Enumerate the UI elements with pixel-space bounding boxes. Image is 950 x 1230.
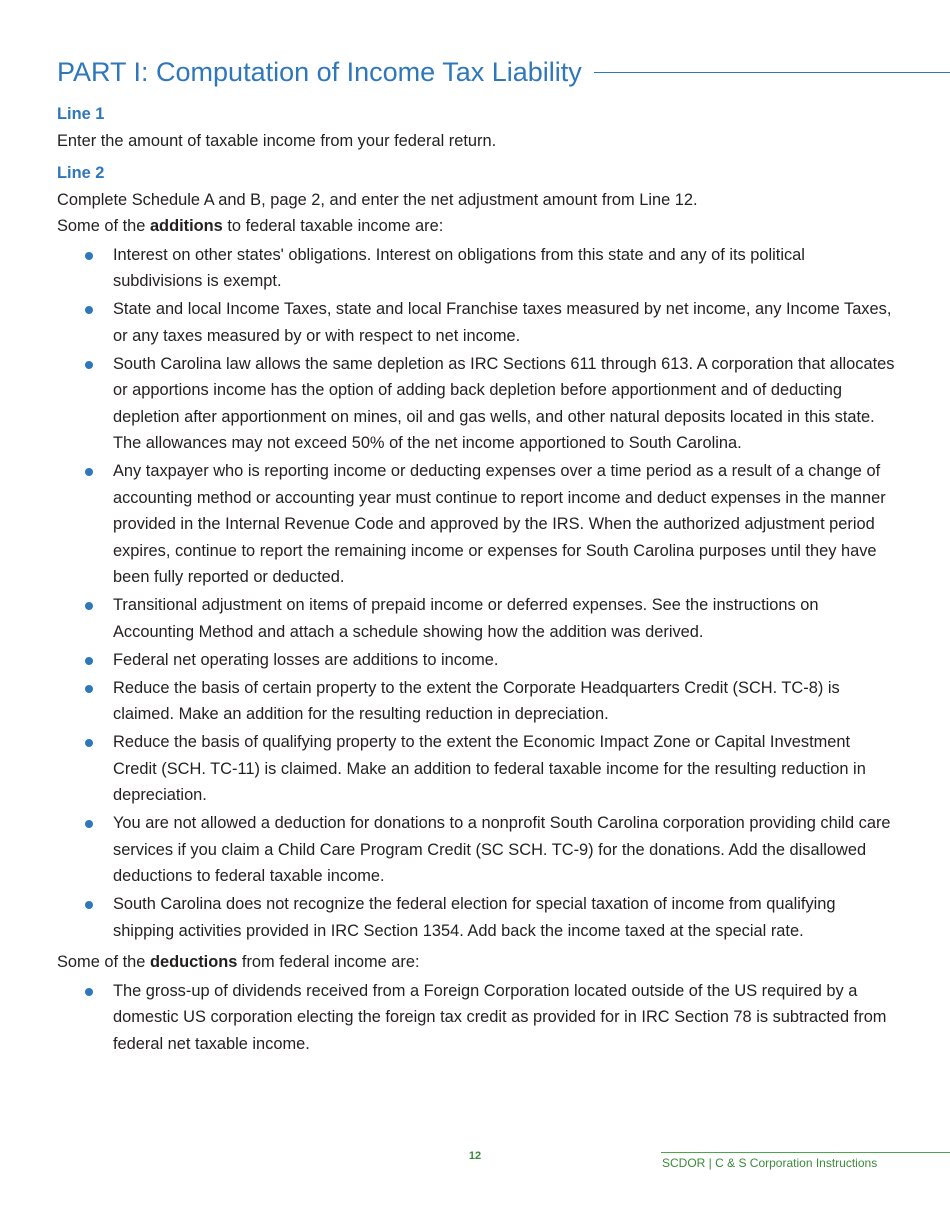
deductions-list [57, 978, 895, 1058]
deductions-intro-post: from federal income are: [237, 953, 420, 971]
list-item [57, 978, 895, 1058]
bullet-icon [85, 468, 93, 476]
bullet-icon [85, 306, 93, 314]
footer-text: SCDOR | C & S Corporation Instructions [662, 1156, 878, 1170]
list-item-text: South Carolina does not recognize the federal election for special taxation of income from qualifying shipping activities provided in IRC Section 1354. Add back the income taxed at the special rate. [113, 895, 836, 940]
additions-list [57, 242, 895, 945]
additions-intro [57, 213, 895, 240]
list-item-text: Transitional adjustment on items of prepaid income or deferred expenses. See the instructions on Accounting Method and attach a schedule showing how the addition was derived. [113, 596, 819, 641]
list-item-text: Reduce the basis of qualifying property to the extent the Economic Impact Zone or Capital Investment Credit (SCH. TC-11) is claimed. Make an addition to federal taxable income for the resulting reduction in depreciation. [113, 733, 866, 804]
bullet-icon [85, 739, 93, 747]
list-item [57, 592, 895, 645]
page-title: PART I: Computation of Income Tax Liability [57, 56, 582, 87]
bullet-icon [85, 820, 93, 828]
bullet-icon [85, 252, 93, 260]
list-item [57, 647, 895, 674]
bullet-icon [85, 901, 93, 909]
list-item-text: Interest on other states' obligations. Interest on obligations from this state and any of its political subdivisions is exempt. [113, 245, 805, 290]
line1-text: Enter the amount of taxable income from your federal return. [57, 131, 497, 150]
additions-intro-bold: additions [149, 217, 223, 235]
list-item-text: Federal net operating losses are additions to income. [113, 650, 499, 669]
additions-intro-pre: Some of the [57, 217, 150, 235]
line2-text: Complete Schedule A and B, page 2, and enter the net adjustment amount from Line 12. [57, 190, 698, 209]
list-item [57, 810, 895, 890]
title-rule [594, 72, 950, 73]
page-header [57, 52, 950, 92]
deductions-intro [57, 949, 895, 976]
list-item-text: Reduce the basis of certain property to the extent the Corporate Headquarters Credit (SCH. TC-8) is claimed. Make an addition for the resulting reduction in depreciation. [113, 678, 840, 723]
deductions-intro-pre: Some of the [57, 953, 150, 971]
deductions-intro-bold: deductions [149, 953, 238, 971]
list-item-text: The gross-up of dividends received from a Foreign Corporation located outside of the US required by a domestic US corporation electing the foreign tax credit as provided for in IRC Section 78 is subtracted from federal net taxable income. [113, 981, 887, 1053]
list-item [57, 242, 895, 295]
line1-heading: Line 1 [57, 105, 105, 123]
additions-intro-post: to federal taxable income are: [222, 217, 444, 235]
footer-rule [661, 1152, 950, 1153]
bullet-icon [85, 602, 93, 610]
list-item-text: Any taxpayer who is reporting income or deducting expenses over a time period as a result of a change of accounting method or accounting year must continue to report income and deduct expenses in the manner provided in the Internal Revenue Code and approved by the IRS. When the authorized adjustment period expires, continue to report the remaining income or expenses for South Carolina purposes until they have been fully reported or deducted. [113, 462, 886, 586]
main-content [57, 101, 895, 1059]
list-item [57, 458, 895, 591]
list-item-text: State and local Income Taxes, state and local Franchise taxes measured by net income, any Income Taxes, or any taxes measured by or with respect to net income. [113, 300, 892, 345]
bullet-icon [85, 685, 93, 693]
line2-heading: Line 2 [57, 164, 105, 182]
bullet-icon [85, 361, 93, 369]
page-number: 12 [468, 1150, 482, 1162]
list-item [57, 296, 895, 349]
list-item [57, 729, 895, 809]
list-item [57, 351, 895, 457]
list-item-text: South Carolina law allows the same depletion as IRC Sections 611 through 613. A corporation that allocates or apportions income has the option of adding back depletion before apportionment and of deducting depletion after apportionment on mines, oil and gas wells, and other natural deposits located in this state. The allowances may not exceed 50% of the net income apportioned to South Carolina. [113, 354, 895, 452]
bullet-icon [85, 988, 93, 996]
list-item [57, 891, 895, 944]
list-item-text: You are not allowed a deduction for donations to a nonprofit South Carolina corporation providing child care services if you claim a Child Care Program Credit (SC SCH. TC-9) for the donations. Add the disallowed deductions to federal taxable income. [113, 814, 891, 885]
list-item [57, 675, 895, 728]
bullet-icon [85, 657, 93, 665]
